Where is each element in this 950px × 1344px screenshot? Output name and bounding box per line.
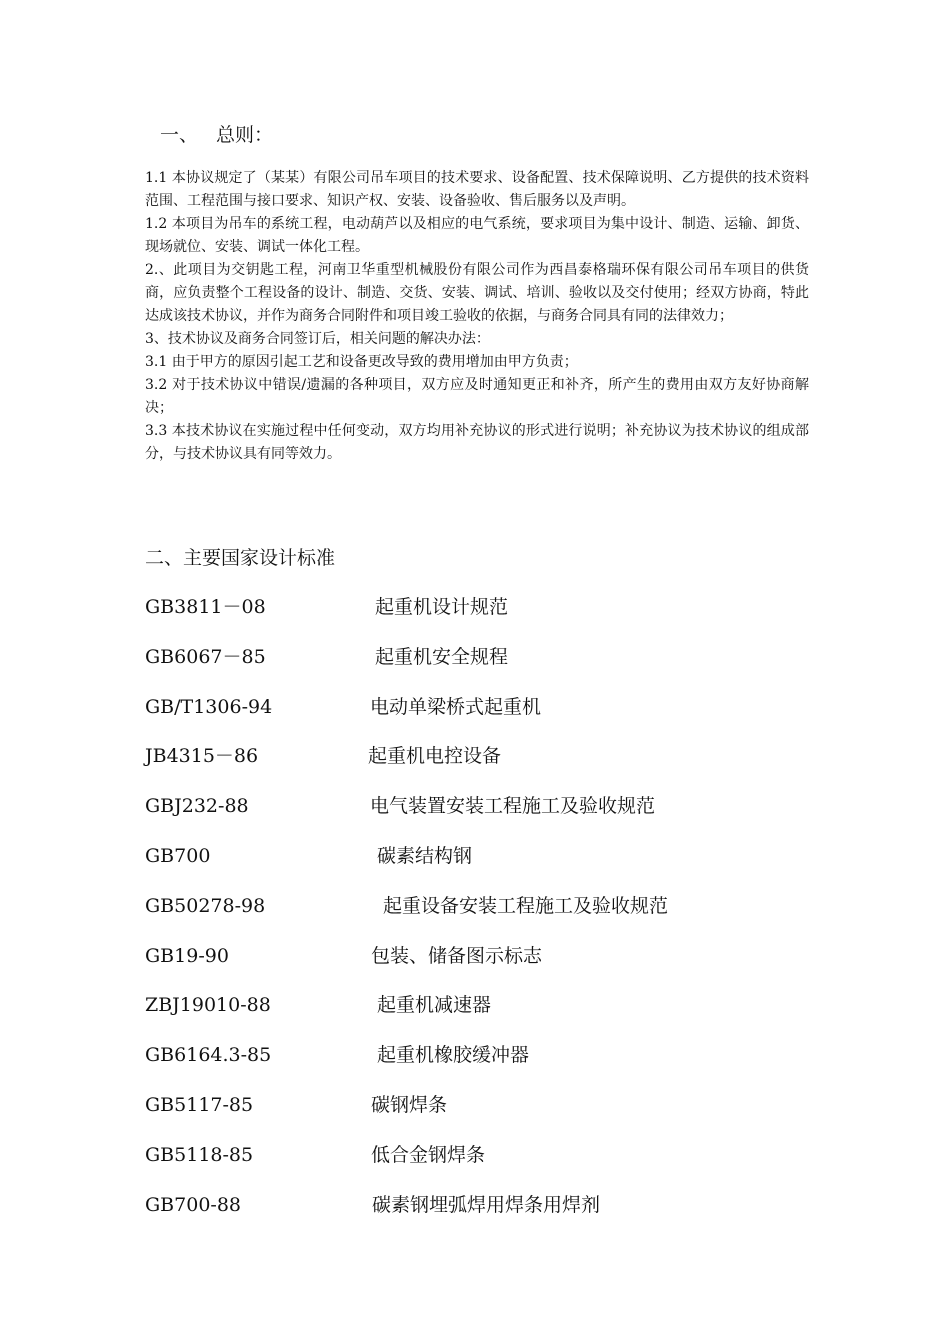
standard-name: 低合金钢焊条 [371, 1143, 486, 1166]
standard-code: GB6164.3-85 [145, 1044, 272, 1067]
standard-code: GB700 [145, 844, 211, 867]
section-1-title: 总则： [216, 124, 274, 146]
standard-code: GB19-90 [145, 944, 229, 967]
standard-name: 电动单梁桥式起重机 [370, 695, 542, 718]
standard-code: JB4315－86 [145, 745, 259, 768]
standard-row [145, 741, 845, 791]
standard-code: GB5117-85 [145, 1093, 254, 1116]
standard-code: GB6067－85 [145, 645, 266, 668]
standard-row [145, 990, 845, 1040]
standard-row [145, 1090, 845, 1140]
standard-row [145, 1040, 845, 1090]
standard-code: GBJ232-88 [145, 795, 249, 818]
paragraph-3-1: 3.1 由于甲方的原因引起工艺和设备更改导致的费用增加由甲方负责； [145, 354, 578, 370]
standard-row [145, 1140, 845, 1190]
paragraph-3-2: 3.2 对于技术协议中错误/遗漏的各种项目，双方应及时通知更正和补齐，所产生的费用由双方友好协商解决； [145, 377, 809, 416]
standard-name: 包装、储备图示标志 [371, 944, 543, 967]
standard-row [145, 841, 845, 891]
standard-name: 起重机设计规范 [375, 596, 509, 618]
paragraph-3: 3、技术协议及商务合同签订后，相关问题的解决办法： [145, 331, 490, 347]
standard-name: 起重机橡胶缓冲器 [377, 1044, 530, 1067]
standard-row [145, 941, 845, 991]
standard-row [145, 891, 845, 941]
section-1-number: 一、 [160, 124, 199, 146]
standard-code: ZBJ19010-88 [145, 994, 271, 1017]
section-1-heading [160, 121, 273, 149]
standard-row [145, 1190, 845, 1240]
standard-code: GB5118-85 [145, 1143, 254, 1166]
paragraph-1-1: 1.1 本协议规定了（某某）有限公司吊车项目的技术要求、设备配置、技术保障说明、乙方提供的技术资料范围、工程范围与接口要求、知识产权、安装、设备验收、售后服务以及声明。 [145, 170, 809, 209]
standard-row [145, 592, 845, 642]
standard-code: GB3811－08 [145, 596, 266, 618]
standard-row [145, 692, 845, 742]
standard-code: GB700-88 [145, 1193, 242, 1216]
standard-name: 起重设备安装工程施工及验收规范 [383, 894, 669, 917]
section-2-heading: 二、主要国家设计标准 [145, 547, 336, 569]
standard-name: 起重机减速器 [377, 994, 492, 1017]
standards-list [145, 592, 845, 1239]
standard-name: 电气装置安装工程施工及验收规范 [370, 795, 656, 818]
standard-code: GB50278-98 [145, 894, 266, 917]
paragraph-1-2: 1.2 本项目为吊车的系统工程，电动葫芦以及相应的电气系统，要求项目为集中设计、制造、运输、卸货、现场就位、安装、调试一体化工程。 [145, 216, 809, 255]
paragraph-3-3: 3.3 本技术协议在实施过程中任何变动，双方均用补充协议的形式进行说明；补充协议为技术协议的组成部分，与技术协议具有同等效力。 [145, 423, 809, 462]
standard-name: 碳素钢埋弧焊用焊条用焊剂 [372, 1193, 601, 1216]
paragraph-2: 2.、此项目为交钥匙工程，河南卫华重型机械股份有限公司作为西昌泰格瑞环保有限公司吊车项目的供货商，应负责整个工程设备的设计、制造、交货、安装、调试、培训、验收以及交付使用；经双方协商，特此达成该技术协议，并作为商务合同附件和项目竣工验收的依据，与商务合同具有同的法律效力； [145, 262, 809, 324]
standard-code: GB/T1306-94 [145, 695, 273, 718]
standard-row [145, 791, 845, 841]
standard-row [145, 642, 845, 692]
standard-name: 起重机安全规程 [375, 645, 509, 668]
section-1-body [145, 167, 809, 466]
standard-name: 碳钢焊条 [371, 1093, 448, 1116]
standard-name: 碳素结构钢 [377, 844, 473, 867]
standard-name: 起重机电控设备 [368, 745, 502, 768]
